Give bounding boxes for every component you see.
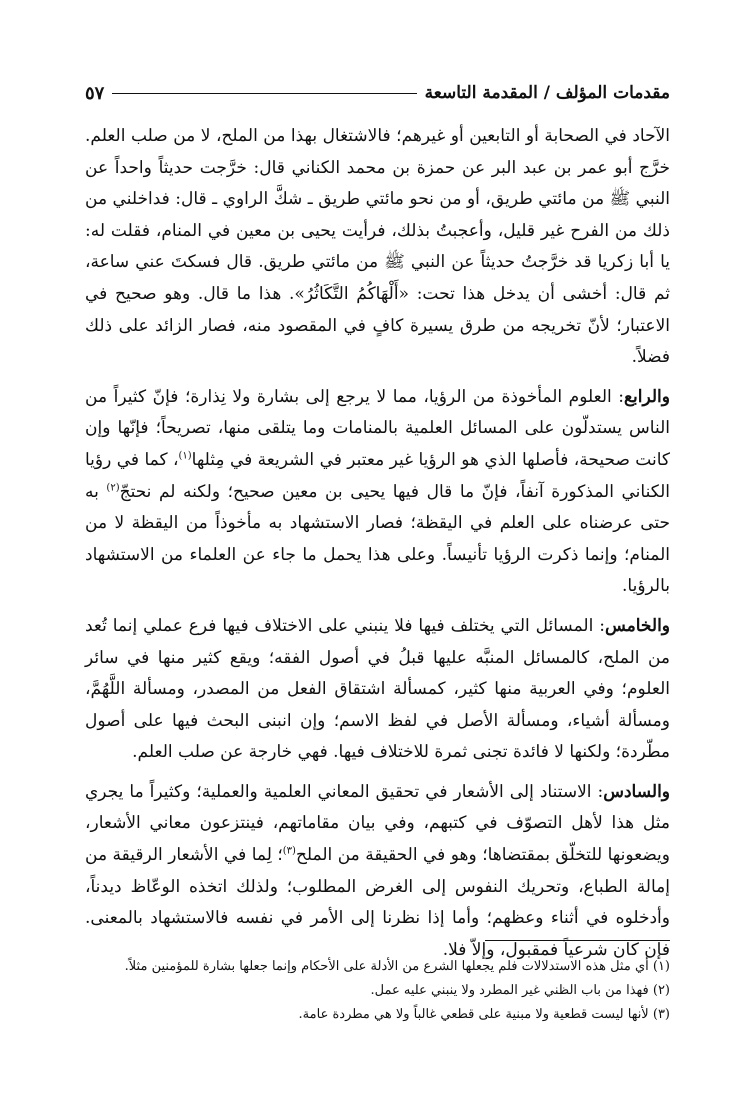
paragraph-text: به حتى عرضناه على العلم في اليقظة؛ فصار الاستشهاد به مأخوذاً من اليقظة لا من المنام؛ وإنما ذكرت الرؤيا تأنيساً. وعلى هذا يحمل ما جاء عن العلماء من الاستشهاد بالرؤيا. (85, 481, 670, 597)
footnote-ref-2[interactable]: (٢) (106, 481, 120, 493)
footnote-ref-3[interactable]: (٣) (282, 845, 296, 857)
paragraph-text: الآحاد في الصحابة أو التابعين أو غيرهم؛ فالاشتغال بهذا من الملح، لا من صلب العلم. خرَّج أبو عمر بن عبد البر عن حمزة بن محمد الكناني قال: خرَّجت حديثاً واحداً عن النبي ﷺ من مائتي طريق، أو من نحو مائتي طريق ـ شكَّ الراوي ـ قال: فداخلني من ذلك من الفرح غير قليل، وأعجبتُ بذلك، فرأيت يحيى بن معين في المنام، فقلت له: يا أبا زكريا قد خرَّجتُ حديثاً عن النبي ﷺ من مائتي طريق. قال فسكتَ عني ساعة، ثم قال: أخشى أن يدخل هذا تحت: «أَلْهَاكُمُ التَّكَاثُرُ». هذا ما قال. وهو صحيح في الاعتبار؛ لأنّ تخريجه من طرق يسيرة كافٍ في المقصود منه، فصار الزائد على ذلك فضلاً. (85, 126, 670, 368)
page-header (85, 78, 670, 108)
paragraph-text: : العلوم المأخوذة من الرؤيا، مما لا يرجع إلى بشارة ولا نِذارة؛ فإنّ كثيراً من الناس يستدلّون على المسائل العلمية بالمنامات وما يتلقى منها، تصريحاً؛ فإنّها وإن كانت صحيحة، فأصلها الذي هو الرؤيا غير معتبر في الشريعة في مِثلها (85, 386, 670, 470)
footnotes (85, 955, 670, 1027)
paragraph-continuation (85, 121, 670, 374)
footnote-1: (١) أي مثل هذه الاستدلالات فلم يجعلها الشرع من الأدلة على الأحكام وإنما جعلها بشارة للمؤمنين مثلاً. (124, 959, 670, 974)
paragraph-text: : الاستناد إلى الأشعار في تحقيق المعاني العلمية والعملية؛ وكثيراً ما يجري مثل هذا لأهل التصوّف في كتبهم، وفي بيان مقاماتهم، فينتزعون معاني الأشعار، ويضعونها للتخلّق بمقتضاها؛ وهو في الحقيقة من الملح (85, 781, 670, 866)
paragraph-text: ؛ لِما في الأشعار الرقيقة من إمالة الطباع، وتحريك النفوس إلى الغرض المطلوب؛ ولذلك اتخذه الوعّاظ ديدناً، وأدخلوه في أثناء وعظهم؛ وأما إذا نظرنا إلى الأمر في نفسه فالاستشهاد بالمعنى. فإن كان شرعياً فمقبول، وإلاّ فلا. (85, 845, 670, 960)
page-number: ٥٧ (85, 82, 105, 104)
paragraph-sixth (85, 777, 670, 967)
footnote-separator (485, 940, 670, 941)
paragraph-text: ، كما في رؤيا الكناني المذكورة آنفاً، فإنّ ما قال فيها يحيى بن معين صحيح؛ ولكنه لم نحتجّ (85, 449, 670, 502)
paragraph-fifth (85, 611, 670, 769)
paragraph-text: : المسائل التي يختلف فيها فلا ينبني على الاختلاف فيها فرع عملي إنما تُعد من الملح، كالمسائل المنبَّه عليها قبلُ في أصول الفقه؛ ويقع كثير منها في سائر العلوم؛ وفي العربية منها كثير، كمسألة اشتقاق الفعل من المصدر، ومسألة اللَّهُمَّ، ومسألة أشياء، ومسألة الأصل في لفظ الاسم؛ وإن انبنى البحث فيها على أصول مطّردة؛ ولكنها لا فائدة تجنى ثمرة للاختلاف فيها. فهي خارجة عن صلب العلم. (85, 615, 670, 763)
footnote-3: (٣) لأنها ليست قطعية ولا مبنية على قطعي غالباً ولا هي مطردة عامة. (298, 1007, 670, 1022)
footnote-2: (٢) فهذا من باب الظني غير المطرد ولا ينبني عليه عمل. (370, 983, 670, 998)
running-title: مقدمات المؤلف / المقدمة التاسعة (424, 83, 670, 103)
paragraph-fourth (85, 382, 670, 603)
header-rule (112, 93, 416, 94)
paragraph-lead: والسادس (603, 781, 670, 802)
footnote-ref-1[interactable]: (١) (178, 450, 192, 462)
main-text (85, 121, 670, 966)
paragraph-lead: والرابع (624, 386, 670, 407)
paragraph-lead: والخامس (604, 615, 670, 636)
